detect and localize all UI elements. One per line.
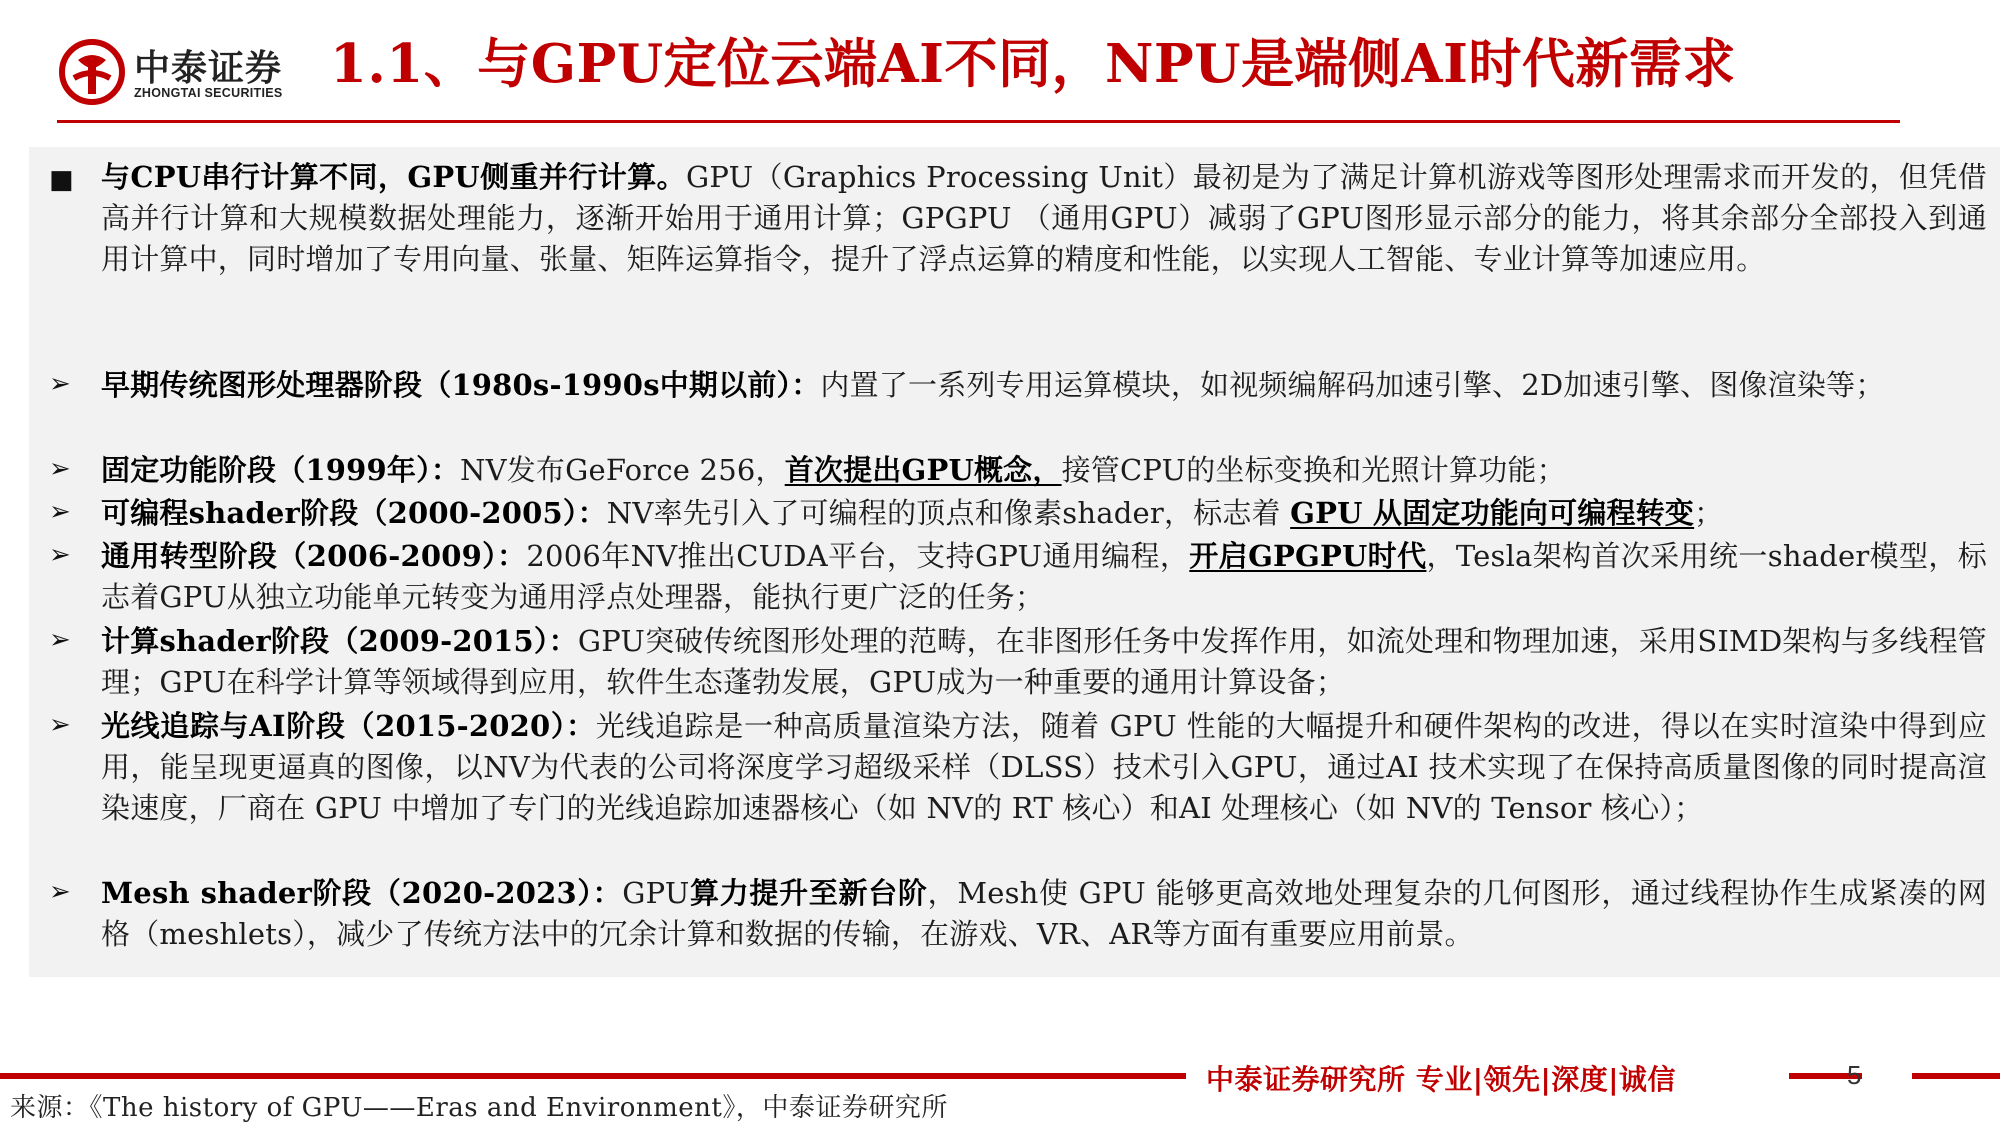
- stage-body-tail: ，Mesh使 GPU 能够更高效地处理复杂的几何图形，通过线程协作生成紧凑的网格（meshlets），减少了传统方法中的冗余计算和数据的传输，在游戏、VR、AR等方面有重要应用前景。: [101, 876, 1988, 951]
- arrow-bullet-icon: ➢: [49, 454, 71, 484]
- stage-highlight: GPU 从固定功能向可编程转变: [1290, 496, 1695, 530]
- arrow-bullet-icon: ➢: [49, 877, 71, 907]
- arrow-bullet-icon: ➢: [49, 497, 71, 527]
- stage-title: 光线追踪与AI阶段（2015-2020）：: [101, 709, 596, 743]
- arrow-bullet-icon: ➢: [49, 540, 71, 570]
- stage-body: 光线追踪是一种高质量渲染方法，随着 GPU 性能的大幅提升和硬件架构的改进，得以在实时渲染中得到应用，能呈现更逼真的图像，以NV为代表的公司将深度学习超级采样（DLSS）技术引入GPU，通过AI 技术实现了在保持高质量图像的同时提高渲染速度，厂商在 GPU 中增加了专门的光线追踪加速器核心（如 NV的 RT 核心）和AI 处理核心（如 NV的 Tensor 核心）；: [101, 709, 1987, 825]
- stage-body-tail: ，Tesla架构首次采用统一shader模型，标志着GPU从独立功能单元转变为通用浮点处理器，能执行更广泛的任务；: [101, 539, 1987, 614]
- stage-title: 通用转型阶段（2006-2009）：: [101, 539, 527, 573]
- stage-text: [101, 493, 1987, 534]
- stage-body: 内置了一系列专用运算模块，如视频编解码加速引擎、2D加速引擎、图像渲染等；: [820, 368, 1885, 402]
- stage-body: GPU突破传统图形处理的范畴，在非图形任务中发挥作用，如流处理和物理加速，采用SIMD架构与多线程管理；GPU在科学计算等领域得到应用，软件生态蓬勃发展，GPU成为一种重要的通用计算设备；: [101, 624, 1987, 699]
- stage-title: 可编程shader阶段（2000-2005）：: [101, 496, 607, 530]
- stage-body: NV率先引入了可编程的顶点和像素shader，标志着: [606, 496, 1291, 530]
- page-number: 5: [1847, 1060, 1862, 1090]
- footer-slogan: 中泰证券研究所 专业|领先|深度|诚信: [1206, 1063, 1676, 1096]
- stage-body-tail: ；: [1694, 496, 1724, 530]
- stage-text: [101, 873, 1987, 955]
- arrow-bullet-icon: ➢: [49, 625, 71, 655]
- stage-bold-phrase: 算力提升至新台阶: [689, 876, 928, 910]
- title-divider: [57, 120, 1900, 123]
- stage-body-tail: 接管CPU的坐标变换和光照计算功能；: [1061, 453, 1566, 487]
- content-panel: [29, 147, 2000, 977]
- stage-title: 固定功能阶段（1999年）：: [101, 453, 461, 487]
- slide-title: 1.1、与GPU定位云端AI不同，NPU是端侧AI时代新需求: [330, 33, 1736, 95]
- stage-body: GPU: [622, 876, 690, 910]
- arrow-bullet-icon: ➢: [49, 369, 71, 399]
- stage-text: [101, 365, 1987, 406]
- intro-bold: 与CPU串行计算不同，GPU侧重并行计算。: [101, 160, 687, 194]
- stage-body: NV发布GeForce 256，: [460, 453, 785, 487]
- logo-english-name: ZHONGTAI SECURITIES: [134, 86, 283, 100]
- stage-body: 2006年NV推出CUDA平台，支持GPU通用编程，: [526, 539, 1190, 573]
- stage-text: [101, 450, 1987, 491]
- arrow-bullet-icon: ➢: [49, 710, 71, 740]
- stage-text: [101, 536, 1987, 618]
- footer-rule-right: [1912, 1073, 2000, 1079]
- stage-text: [101, 621, 1987, 703]
- stage-title: 计算shader阶段（2009-2015）：: [101, 624, 578, 658]
- footer-rule-left: [0, 1073, 1186, 1079]
- zhongtai-logo-icon: [58, 38, 126, 106]
- source-note: 来源：《The history of GPU——Eras and Environment》，中泰证券研究所: [10, 1093, 948, 1123]
- stage-text: [101, 706, 1987, 829]
- square-bullet-icon: ■: [49, 165, 74, 195]
- intro-text: [101, 157, 1987, 280]
- logo-chinese-name: 中泰证券: [134, 48, 283, 89]
- company-logo: [58, 38, 318, 108]
- intro-body: GPU（Graphics Processing Unit）最初是为了满足计算机游戏等图形处理需求而开发的，但凭借高并行计算和大规模数据处理能力，逐渐开始用于通用计算；GPGPU （通用GPU）减弱了GPU图形显示部分的能力，将其余部分全部投入到通用计算中，同时增加了专用向量、张量、矩阵运算指令，提升了浮点运算的精度和性能，以实现人工智能、专业计算等加速应用。: [101, 160, 1987, 276]
- stage-highlight: 首次提出GPU概念，: [784, 453, 1062, 487]
- stage-highlight: 开启GPGPU时代: [1189, 539, 1427, 573]
- stage-title: Mesh shader阶段（2020-2023）：: [101, 876, 623, 910]
- stage-title: 早期传统图形处理器阶段（1980s-1990s中期以前）：: [101, 368, 821, 402]
